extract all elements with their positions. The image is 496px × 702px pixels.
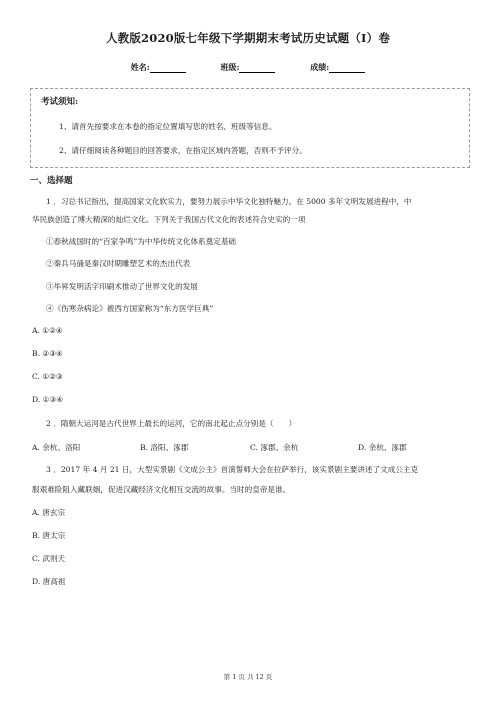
name-blank[interactable] — [150, 64, 186, 73]
q3-stem-line1: 3 ．2017 年 4 月 21 日，大型实景剧《文成公主》首演誓师大会在拉萨举行，该实景剧主要讲述了文成公主克 — [46, 465, 419, 474]
score-blank[interactable] — [329, 64, 365, 73]
score-field[interactable] — [310, 62, 365, 72]
class-blank[interactable] — [239, 64, 275, 73]
student-info-row — [0, 62, 496, 73]
q1-option-a[interactable]: A. ①②④ — [32, 326, 63, 335]
class-field[interactable] — [221, 62, 276, 72]
section-heading: 一、选择题 — [30, 176, 73, 186]
q3-option-c[interactable]: C. 武则天 — [32, 554, 66, 563]
q1-statement: ③毕昇发明活字印刷术推动了世界文化的发展 — [46, 282, 198, 291]
q3-stem-line2: 服艰难险阻入藏联姻，促进汉藏经济文化相互交流的故事。当时的皇帝是谁。 — [32, 485, 291, 494]
page-footer: 第 1 页 共 12 页 — [223, 673, 273, 681]
name-label: 姓名: — [130, 62, 150, 72]
q1-stem-line1: 1 ．习总书记指出，提高国家文化软实力，要努力展示中华文化独特魅力。在 5000 多年文明发展进程中，中 — [46, 197, 412, 206]
q1-option-c[interactable]: C. ①②③ — [32, 372, 63, 381]
q3-option-d[interactable]: D. 唐高祖 — [32, 577, 66, 586]
q2-option-b[interactable]: B. 洛阳、涿郡 — [140, 443, 189, 452]
q1-option-d[interactable]: D. ①③④ — [32, 395, 64, 404]
name-field[interactable] — [131, 62, 186, 72]
exam-notice-box — [30, 88, 470, 168]
q2-stem: 2 ．隋朝大运河是古代世界上最长的运河，它的南北起止点分别是（ ） — [46, 419, 297, 428]
notice-title: 考试须知: — [41, 97, 79, 107]
q3-option-b[interactable]: B. 唐太宗 — [32, 531, 66, 540]
q3-option-a[interactable]: A. 唐玄宗 — [32, 508, 66, 517]
q1-option-b[interactable]: B. ②③④ — [32, 349, 63, 358]
notice-item: 1、请首先按要求在本卷的指定位置填写您的姓名、班级等信息。 — [59, 122, 277, 131]
score-label: 成绩: — [310, 62, 330, 72]
q2-option-d[interactable]: D. 余杭、涿郡 — [358, 443, 407, 452]
q2-option-c[interactable]: C. 涿郡、余杭 — [250, 443, 299, 452]
q1-statement: ④《伤寒杂病论》被西方国家称为“东方医学巨典” — [46, 304, 214, 313]
q2-option-a[interactable]: A. 余杭、洛阳 — [32, 443, 81, 452]
q1-statement: ①春秋战国时的“百家争鸣”为中华传统文化体系奠定基础 — [46, 237, 237, 246]
q1-stem-line2: 华民族创造了博大精深的灿烂文化。下列关于我国古代文化的表述符合史实的一项 — [32, 215, 306, 224]
class-label: 班级: — [220, 62, 240, 72]
page-title: 人教版2020版七年级下学期期末考试历史试题（I）卷 — [105, 31, 391, 45]
notice-item: 2、请仔细阅读各种题目的回答要求，在指定区域内答题，否则不予评分。 — [59, 146, 307, 155]
q1-statement: ②秦兵马俑是秦汉时期雕塑艺术的杰出代表 — [46, 259, 191, 268]
